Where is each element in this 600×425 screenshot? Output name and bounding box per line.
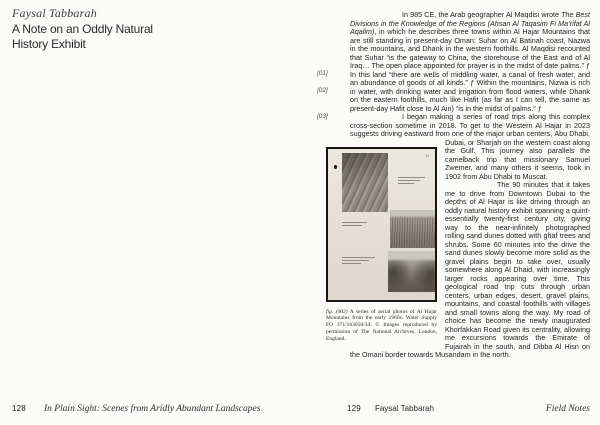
essay-author: Faysal Tabbarah xyxy=(12,6,97,20)
scan-page-number: 11 xyxy=(425,153,430,159)
running-author: Faysal Tabbarah xyxy=(374,404,434,413)
essay-title xyxy=(12,22,153,51)
section-title: Field Notes xyxy=(545,404,590,414)
archive-scan-page xyxy=(328,149,435,300)
right-folio xyxy=(347,404,590,414)
aerial-photo-3 xyxy=(388,251,435,292)
typed-caption-2 xyxy=(342,222,367,228)
punch-hole-dot xyxy=(334,165,337,169)
body-text-column xyxy=(317,10,591,360)
paragraph-ninety-minutes: The 90 minutes that it takes me to drive from Downtown Dubai to the depths of Al Hajar is like driving through an oddly natural history exhibit spanning a quintessentially twenty-first century city, giving way to the near-infinitely photographed rolling sand dunes dotted with ghaf trees and shrubs. Some 60 minutes into the drive the sand dunes slowly become more solid as the gravel plains begin to take over, usually somewhere along Al Dhaid, with increasingly larger rocks appearing over time. This geological road trip cuts through urban centers, urban edges, desert, gravel plains, mountains, and coastal foothills with villages and small towns along the way. My road of choice has become the newly inaugurated Khorfakkan Road given its centrality, allowing me excursions towards the Emirate of Fujairah in the south, and Dibba Al Hisn on the Omani border towards Musandam in the north. xyxy=(350,180,590,359)
typed-caption-3 xyxy=(342,257,375,265)
margin-note-02: [02] xyxy=(317,87,328,94)
aerial-photo-1 xyxy=(342,153,388,212)
aerial-photo-2 xyxy=(390,210,435,248)
margin-note-03: [03] xyxy=(317,113,328,120)
paragraph-al-maqdisi: In 985 CE, the Arab geographer Al Maqdisi wrote The Best Divisions in the Knowledge of the Regions (Aḥsan Al Taqasim Fi Ma’rifat Al Aqalim), in which he describes three towns within Al Hajar Mountains that are still standing in present-day Oman: Suhar on Al Batinah coast, Nazwa in the mountains, and Dhank in the western foothills. Al Maqdisi recounted that Suhar “is the gateway to China, the storehouse of the East and of Al Iraq… The open place appointed for prayer is in the midst of date palms.” ƒ In this land “there are wells of middling water, a canal of fresh water, and an abundance of goods of all kinds.” ƒ Within the mountains, Nizwa is rich in water, with drinking water and irrigation from flood waters, while Dhank on the eastern foothills, much like Hafit (as far as I can tell, the same as present-day Hafit close to Al Ain) “is in the midst of palms.” ƒ xyxy=(350,10,590,113)
margin-note-01: [01] xyxy=(317,70,328,77)
figure-block xyxy=(326,147,437,343)
paragraph-road-trips-end: Abu Dhabi, Dubai, or Sharjah on the western coast along the Gulf. This journey also parallels the camelback trip that missionary Samuel Zwemer, and many others it seems, took in 1902 from Abu Dhabi to Muscat. xyxy=(445,129,591,181)
left-page-number: 128 xyxy=(12,404,26,413)
figure-caption: fig. (002) A series of aerial photos of Al Hajar Mountains from the early 1960s. Water Supply FO 371/163058/34. © Images reproduced by permission of The National Archives, London, England. xyxy=(326,308,437,342)
essay-title-line-1: A Note on an Oddly Natural xyxy=(12,22,153,36)
book-title: In Plain Sight: Scenes from Aridly Abundant Landscapes xyxy=(43,404,261,414)
left-folio xyxy=(12,404,292,414)
paragraph-road-trips-start: I began making a series of road trips along this complex cross-section sometime in 2018. To get to the Western Al Hajar in 2023 suggests driving eastward from one of the major urban centers, xyxy=(350,112,590,138)
title-block xyxy=(12,6,153,51)
typed-caption-1 xyxy=(398,177,426,185)
figure-frame xyxy=(326,147,437,302)
right-page xyxy=(300,0,600,425)
right-page-number: 129 xyxy=(347,404,361,413)
essay-title-line-2: History Exhibit xyxy=(12,36,86,51)
